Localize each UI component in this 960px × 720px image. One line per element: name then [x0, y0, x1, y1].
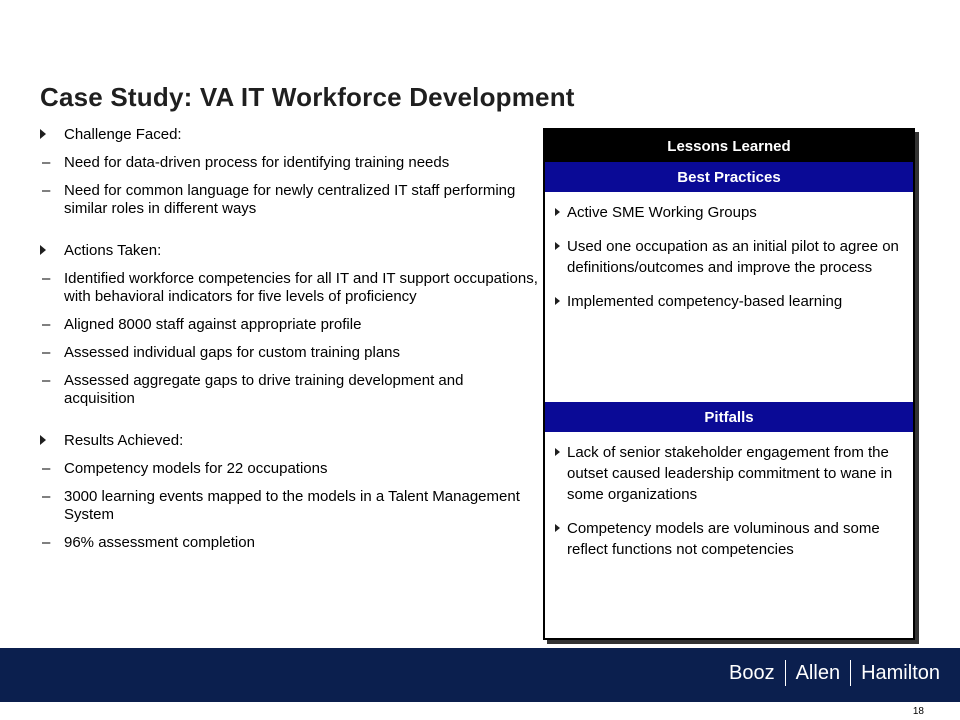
arrow-bullet-icon	[555, 524, 560, 532]
list-item	[38, 154, 538, 172]
results-section	[38, 432, 538, 552]
arrow-bullet-icon	[40, 245, 46, 255]
arrow-bullet-icon	[40, 435, 46, 445]
dash-bullet: –	[42, 154, 51, 171]
logo-divider	[850, 660, 851, 686]
list-item-text: Lack of senior stakeholder engagement from the outset caused leadership commitment to wane in some organizations	[567, 444, 893, 503]
footer-bar	[0, 648, 960, 702]
list-item	[553, 518, 909, 560]
logo-word: Hamilton	[861, 661, 940, 684]
section-heading	[38, 242, 538, 260]
list-item	[553, 442, 909, 505]
list-item	[38, 534, 538, 552]
lessons-learned-header: Lessons Learned	[545, 130, 913, 162]
section-heading-label: Actions Taken:	[64, 242, 162, 259]
page-number: 18	[912, 706, 924, 717]
slide-title: Case Study: VA IT Workforce Development	[40, 82, 575, 112]
challenge-section	[38, 126, 538, 218]
section-heading	[38, 126, 538, 144]
dash-bullet: –	[42, 344, 51, 361]
list-item-text: Competency models are voluminous and some reflect functions not competencies	[567, 520, 880, 558]
best-practices-list	[545, 192, 913, 402]
list-item	[38, 316, 538, 334]
arrow-bullet-icon	[555, 297, 560, 305]
list-item-text: Need for common language for newly centralized IT staff performing similar roles in different ways	[64, 182, 516, 217]
logo-word: Allen	[795, 661, 841, 684]
section-heading-label: Results Achieved:	[64, 432, 184, 449]
arrow-bullet-icon	[555, 208, 560, 216]
list-item-text: Competency models for 22 occupations	[64, 460, 328, 477]
dash-bullet: –	[42, 270, 51, 287]
list-item-text: Aligned 8000 staff against appropriate profile	[64, 316, 362, 333]
dash-bullet: –	[42, 534, 51, 551]
pitfalls-header: Pitfalls	[545, 402, 913, 432]
arrow-bullet-icon	[40, 129, 46, 139]
list-item	[38, 488, 538, 524]
list-item	[38, 270, 538, 306]
list-item	[38, 344, 538, 362]
dash-bullet: –	[42, 372, 51, 389]
case-study-details	[38, 126, 538, 576]
list-item-text: 3000 learning events mapped to the models in a Talent Management System	[64, 488, 520, 523]
section-heading	[38, 432, 538, 450]
dash-bullet: –	[42, 460, 51, 477]
logo-word: Booz	[729, 661, 775, 684]
section-heading-label: Challenge Faced:	[64, 126, 182, 143]
logo-divider	[785, 660, 786, 686]
booz-allen-hamilton-logo	[729, 660, 940, 686]
dash-bullet: –	[42, 316, 51, 333]
list-item-text: 96% assessment completion	[64, 534, 255, 551]
list-item-text: Used one occupation as an initial pilot to agree on definitions/outcomes and improve the process	[567, 238, 899, 276]
list-item-text: Assessed aggregate gaps to drive training development and acquisition	[64, 372, 464, 407]
list-item	[553, 291, 909, 312]
list-item	[38, 182, 538, 218]
arrow-bullet-icon	[555, 242, 560, 250]
list-item	[553, 236, 909, 278]
dash-bullet: –	[42, 488, 51, 505]
actions-section	[38, 242, 538, 408]
list-item-text: Need for data-driven process for identifying training needs	[64, 154, 450, 171]
lessons-learned-panel	[543, 128, 915, 640]
list-item	[553, 202, 909, 223]
list-item	[38, 372, 538, 408]
dash-bullet: –	[42, 182, 51, 199]
arrow-bullet-icon	[555, 448, 560, 456]
list-item-text: Implemented competency-based learning	[567, 293, 843, 310]
list-item-text: Identified workforce competencies for all IT and IT support occupations, with behavioral indicators for five levels of proficiency	[64, 270, 538, 305]
list-item-text: Assessed individual gaps for custom training plans	[64, 344, 401, 361]
list-item	[38, 460, 538, 478]
list-item-text: Active SME Working Groups	[567, 204, 757, 221]
pitfalls-list	[545, 432, 913, 560]
best-practices-header: Best Practices	[545, 162, 913, 192]
